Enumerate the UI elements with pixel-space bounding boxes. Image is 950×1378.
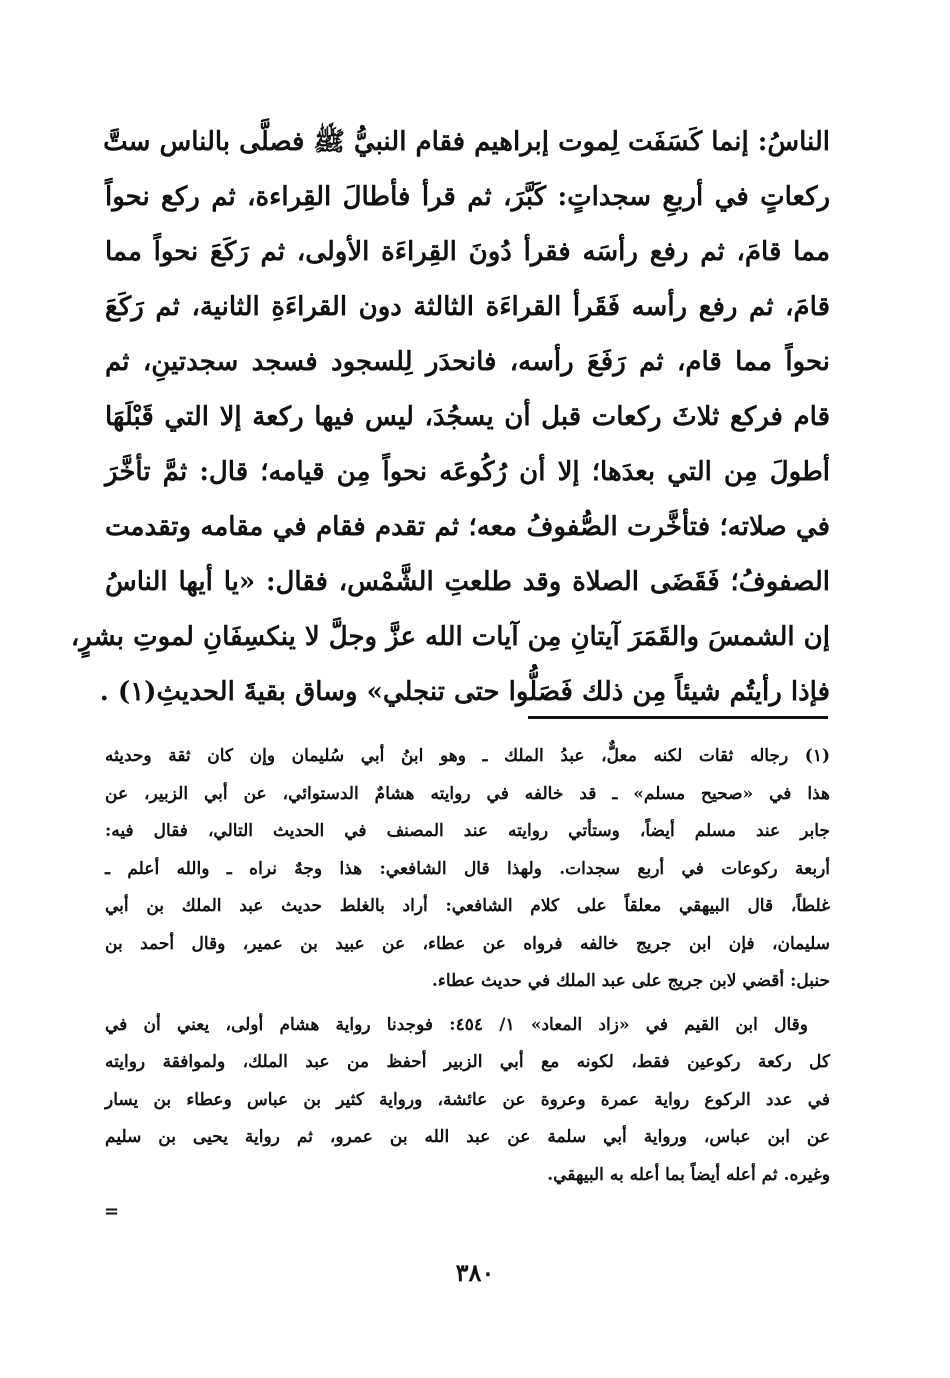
page-number: ٣٨٠ bbox=[455, 1258, 495, 1287]
footnotes-block bbox=[105, 738, 830, 1194]
main-text-line: قامَ، ثم رفع رأسه فَقَرأ القراءَة الثالثة دون القراءَةِ الثانية، ثم رَكَعَ bbox=[105, 292, 830, 322]
main-text-line: ركعاتٍ في أربعِ سجداتٍ: كَبَّرَ، ثم قرأ فأطالَ القِراءة، ثم ركع نحواً bbox=[105, 182, 830, 212]
footnote-line: (١) رجاله ثقات لكنه معلٌّ، عبدُ الملك ـ وهو ابنُ أبي سُليمان وإن كان ثقة وحديثه bbox=[105, 746, 830, 766]
footnote-line: كل ركعة ركوعين فقط، لكونه مع أبي الزبير أحفظ من عبد الملك، ولموافقة روايته bbox=[105, 1052, 830, 1072]
main-text-block bbox=[70, 115, 830, 720]
footnote-line: وغيره. ثم أعله أيضاً بما أعله به البيهقي. bbox=[547, 1164, 830, 1185]
footnote-line: أربعة ركوعات في أربع سجدات. ولهذا قال الشافعي: هذا وجهٌ نراه ـ والله أعلم ـ bbox=[105, 858, 830, 879]
main-text-line: في صلاته؛ فتأخَّرت الصُّفوفُ معه؛ ثم تقدم فقام في مقامه وتقدمت bbox=[105, 512, 830, 542]
main-text-line: نحواً مما قام، ثم رَفَعَ رأسه، فانحدَر لِلسجود فسجد سجدتينِ، ثم bbox=[105, 347, 830, 377]
footnote-divider bbox=[528, 716, 828, 719]
footnote-line: حنبل: أقضي لابن جريج على عبد الملك في حديث عطاء. bbox=[431, 971, 830, 991]
main-text-line: مما قامَ، ثم رفع رأسَه فقرأ دُونَ القِراءَة الأولى، ثم رَكَعَ نحواً مما bbox=[105, 237, 830, 267]
footnote-line: في عدد الركوع رواية عمرة وعروة عن عائشة، ورواية كثير بن عباس وعطاء بن يسار bbox=[105, 1089, 830, 1110]
main-text-line: الناسُ: إنما كَسَفَت لِموت إبراهيم فقام النبيُّ ﷺ فصلَّى بالناس ستَّ bbox=[103, 127, 830, 157]
footnote-line: هذا في «صحيح مسلم» ـ قد خالفه في روايته هشامٌ الدستوائي، عن أبي الزبير، عن bbox=[105, 783, 830, 804]
footnote-line: سليمان، فإن ابن جريج خالفه فرواه عن عطاء، عن عبيد بن عمير، وقال أحمد بن bbox=[105, 933, 830, 954]
footnote-line: وقال ابن القيم في «زاد المعاد» ١/ ٤٥٤: فوجدنا رواية هشام أولى، يعني أن في bbox=[105, 1014, 808, 1035]
footnote-continuation-mark: = bbox=[104, 1201, 120, 1222]
footnote-line: جابر عند مسلم أيضاً، وستأتي روايته عند المصنف في الحديث التالي، فقال فيه: bbox=[105, 821, 830, 841]
main-text-line: فإذا رأيتُم شيئاً مِن ذلك فَصَلُّوا حتى تنجلي» وساق بقيةَ الحديثِ(١) . bbox=[99, 677, 830, 707]
main-text-line: قام فركع ثلاثَ ركعات قبل أن يسجُدَ، ليس فيها ركعة إلا التي قَبْلَهَا bbox=[105, 402, 830, 432]
main-text-line: إن الشمسَ والقَمَرَ آيتانِ مِن آيات الله عزَّ وجلَّ لا ينكسِفَانِ لموتِ بشرٍ، bbox=[70, 622, 830, 652]
main-text-line: الصفوفُ؛ فَقَضَى الصلاة وقد طلعتِ الشَّمْس، فقال: «يا أيها الناسُ bbox=[105, 567, 830, 597]
footnote-line: عن ابن عباس، ورواية أبي سلمة عن عبد الله بن عمرو، ثم رواية يحيى بن سليم bbox=[105, 1127, 830, 1147]
main-text-line: أطولَ مِن التي بعدَها؛ إلا أن رُكُوعَه نحواً مِن قيامه؛ قال: ثمَّ تأخَّرَ bbox=[105, 457, 830, 487]
footnote-line: غلطاً، قال البيهقي معلقاً على كلام الشافعي: أراد بالغلط حديث عبد الملك بن أبي bbox=[105, 896, 830, 916]
